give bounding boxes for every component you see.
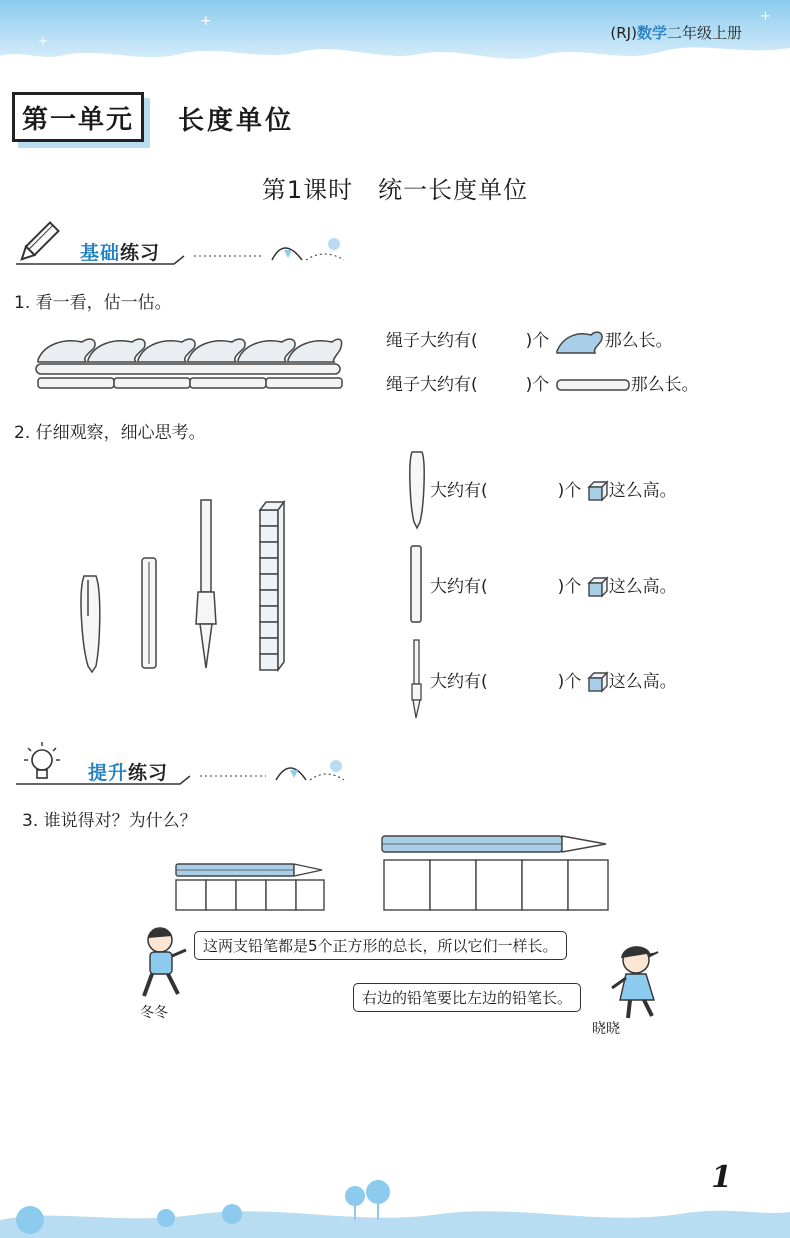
q2-line1-end: 这么高。 <box>608 481 677 501</box>
stick-icon <box>555 378 631 392</box>
svg-text:+: + <box>200 13 212 29</box>
marker-icon <box>142 558 156 668</box>
section-advanced-accent: 提升 <box>88 762 129 784</box>
left-squares <box>176 880 324 910</box>
grade-label: 二年级上册 <box>666 24 742 42</box>
rope-hands-illustration <box>34 322 344 394</box>
svg-text:+: + <box>38 34 49 48</box>
q2-line3 <box>430 667 677 693</box>
subject-label: 数学 <box>636 24 667 42</box>
q3-prompt: 3. 谁说得对？为什么？ <box>22 811 197 831</box>
edition-label: (RJ) <box>610 24 637 42</box>
q1-line1-end: 那么长。 <box>604 331 673 351</box>
cube-stack-icon <box>260 502 284 670</box>
boy-name: 冬冬 <box>140 1005 168 1021</box>
svg-text:+: + <box>760 9 771 24</box>
cube-icon <box>587 480 609 502</box>
section-basic-rest: 练习 <box>120 242 161 264</box>
unit-label-box: 第一单元 <box>12 92 144 142</box>
header-text <box>610 22 742 43</box>
boy-speech-bubble: 这两支铅笔都是5个正方形的总长，所以它们一样长。 <box>194 931 567 960</box>
girl-name: 晓晓 <box>592 1021 620 1037</box>
small-pen-icon <box>404 446 430 530</box>
q2-line1-post: )个 <box>557 481 582 501</box>
cube-icon <box>587 576 609 598</box>
footer-decoration <box>0 1170 790 1238</box>
q2-line1 <box>430 476 677 502</box>
q1-line2-pre: 绳子大约有( <box>386 375 478 395</box>
boy-character <box>136 924 192 1004</box>
girl-speech-bubble: 右边的铅笔要比左边的铅笔长。 <box>353 983 581 1012</box>
brush-icon <box>196 500 216 668</box>
q2-line3-end: 这么高。 <box>608 672 677 692</box>
q2-prompt: 2. 仔细观察，细心思考。 <box>14 423 206 443</box>
small-brush-icon <box>406 638 426 720</box>
section-advanced-rest: 练习 <box>128 762 169 784</box>
page-number: 1 <box>711 1160 732 1195</box>
small-marker-icon <box>406 544 426 624</box>
cube-icon <box>587 671 609 693</box>
q1-line1-post: )个 <box>525 331 550 351</box>
q1-prompt: 1. 看一看，估一估。 <box>14 293 172 313</box>
right-pencil <box>382 836 606 852</box>
q1-line2 <box>386 370 699 395</box>
hand-span-icon <box>555 327 605 355</box>
pen-icon <box>81 576 100 672</box>
right-squares <box>384 860 608 910</box>
q1-line2-post: )个 <box>525 375 550 395</box>
q1-line1-pre: 绳子大约有( <box>386 331 478 351</box>
q2-line1-pre: 大约有( <box>430 481 488 501</box>
q2-line2-post: )个 <box>557 577 582 597</box>
q2-line3-post: )个 <box>557 672 582 692</box>
q1-line2-end: 那么长。 <box>630 375 699 395</box>
unit-title: 长度单位 <box>178 106 295 136</box>
left-pencil <box>176 864 322 876</box>
q3-pencils-illustration <box>170 830 620 916</box>
section-basic-accent: 基础 <box>80 242 121 264</box>
q2-line2-end: 这么高。 <box>608 577 677 597</box>
q2-line2-pre: 大约有( <box>430 577 488 597</box>
q2-line2 <box>430 572 677 598</box>
q1-line1 <box>386 326 673 355</box>
lesson-title: 第1课时 统一长度单位 <box>261 176 529 204</box>
section-advanced-underline <box>14 750 354 790</box>
q2-line3-pre: 大约有( <box>430 672 488 692</box>
section-basic-underline <box>14 230 354 270</box>
girl-character <box>606 944 670 1024</box>
q2-objects-illustration <box>70 496 300 676</box>
